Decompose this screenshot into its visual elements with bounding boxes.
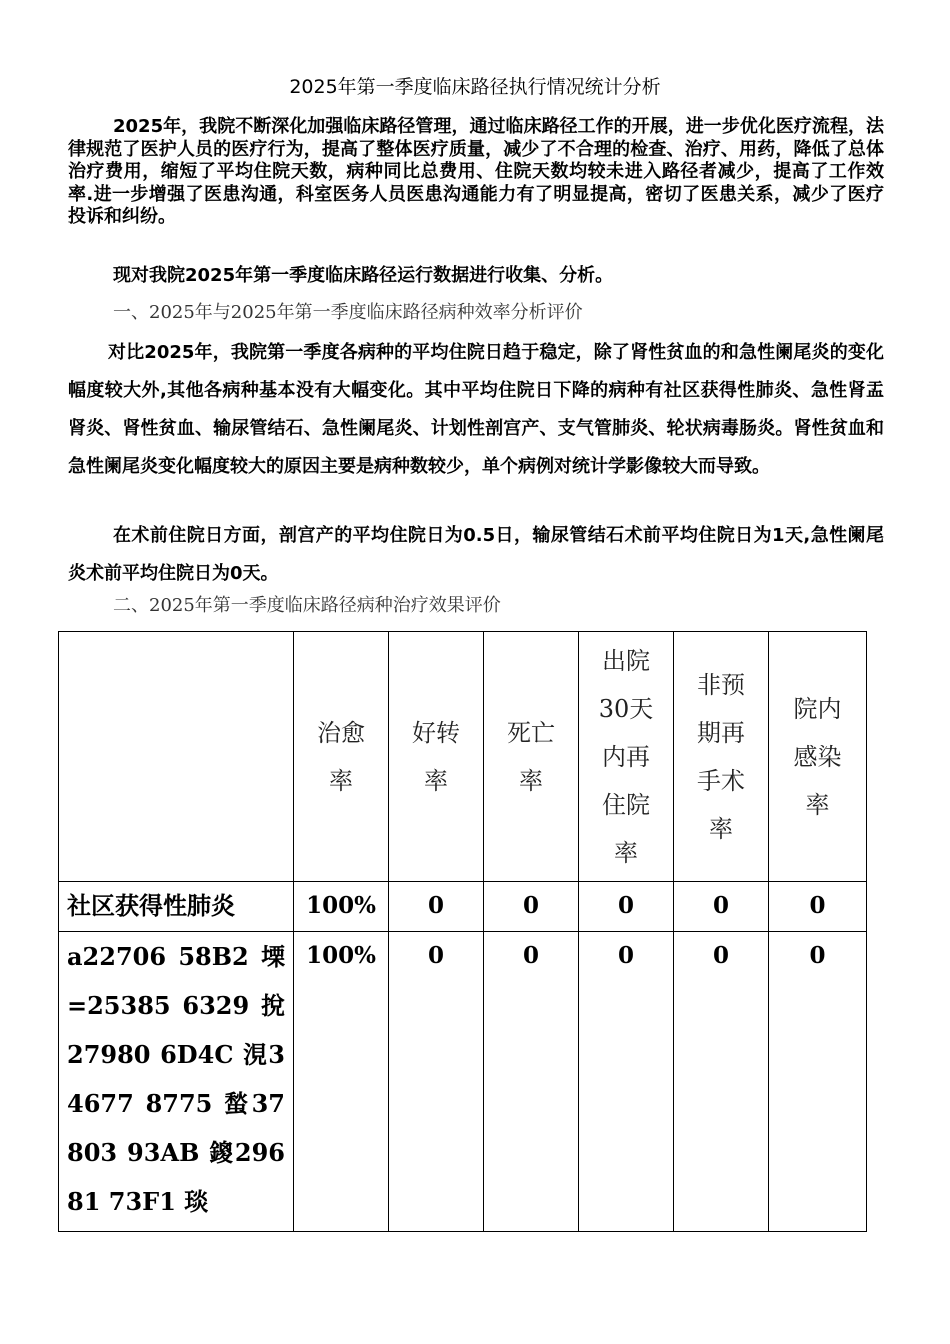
table-header-row xyxy=(59,632,867,882)
cell-readmission-rate: 0 xyxy=(579,882,674,932)
table-row xyxy=(59,932,867,1232)
header-reoperation-rate: 非预期再手术率 xyxy=(674,632,769,882)
section-heading-efficiency: 一、2025年与2025年第一季度临床路径病种效率分析评价 xyxy=(113,302,583,323)
cell-reoperation-rate: 0 xyxy=(674,882,769,932)
cell-infection-rate: 0 xyxy=(769,882,867,932)
header-infection-rate: 院内感染率 xyxy=(769,632,867,882)
header-readmission-rate: 出院30天内再住院率 xyxy=(579,632,674,882)
cell-mortality-rate: 0 xyxy=(484,932,579,1232)
scope-paragraph: 现对我院2025年第一季度临床路径运行数据进行收集、分析。 xyxy=(113,265,614,286)
cell-readmission-rate: 0 xyxy=(579,932,674,1232)
row-disease-name: a22706 58B2 塛=25385 6329 挩27980 6D4C 涀34677 8775 蝵37803 93AB 鎫29681 73F1 琰 xyxy=(59,932,294,1232)
table-row xyxy=(59,882,867,932)
header-improvement-rate: 好转率 xyxy=(389,632,484,882)
header-mortality-rate: 死亡率 xyxy=(484,632,579,882)
cell-cure-rate: 100% xyxy=(294,882,389,932)
cell-mortality-rate: 0 xyxy=(484,882,579,932)
cell-cure-rate: 100% xyxy=(294,932,389,1232)
outcomes-table xyxy=(58,631,867,1232)
cell-improvement-rate: 0 xyxy=(389,882,484,932)
cell-infection-rate: 0 xyxy=(769,932,867,1232)
header-cure-rate: 治愈率 xyxy=(294,632,389,882)
preop-stay-paragraph: 在术前住院日方面，剖宫产的平均住院日为0.5日，输尿管结石术前平均住院日为1天,急性阑尾炎术前平均住院日为0天。 xyxy=(68,525,884,584)
row-disease-name: 社区获得性肺炎 xyxy=(59,882,294,932)
cell-improvement-rate: 0 xyxy=(389,932,484,1232)
efficiency-paragraph: 对比2025年，我院第一季度各病种的平均住院日趋于稳定，除了肾性贫血的和急性阑尾炎的变化幅度较大外,其他各病种基本没有大幅变化。其中平均住院日下降的病种有社区获得性肺炎、急性肾盂肾炎、肾性贫血、输尿管结石、急性阑尾炎、计划性剖宫产、支气管肺炎、轮状病毒肠炎。肾性贫血和急性阑尾炎变化幅度较大的原因主要是病种数较少，单个病例对统计学影像较大而导致。 xyxy=(68,342,884,477)
cell-reoperation-rate: 0 xyxy=(674,932,769,1232)
header-empty xyxy=(59,632,294,882)
document-title: 2025年第一季度临床路径执行情况统计分析 xyxy=(289,76,661,98)
section-heading-outcomes: 二、2025年第一季度临床路径病种治疗效果评价 xyxy=(113,595,501,616)
intro-paragraph: 2025年，我院不断深化加强临床路径管理，通过临床路径工作的开展，进一步优化医疗流程，法律规范了医护人员的医疗行为，提高了整体医疗质量，减少了不合理的检查、治疗、用药，降低了总体治疗费用，缩短了平均住院天数，病种同比总费用、住院天数均较未进入路径者减少，提高了工作效率.进一步增强了医患沟通，科室医务人员医患沟通能力有了明显提高，密切了医患关系，减少了医疗投诉和纠纷。 xyxy=(68,116,884,227)
